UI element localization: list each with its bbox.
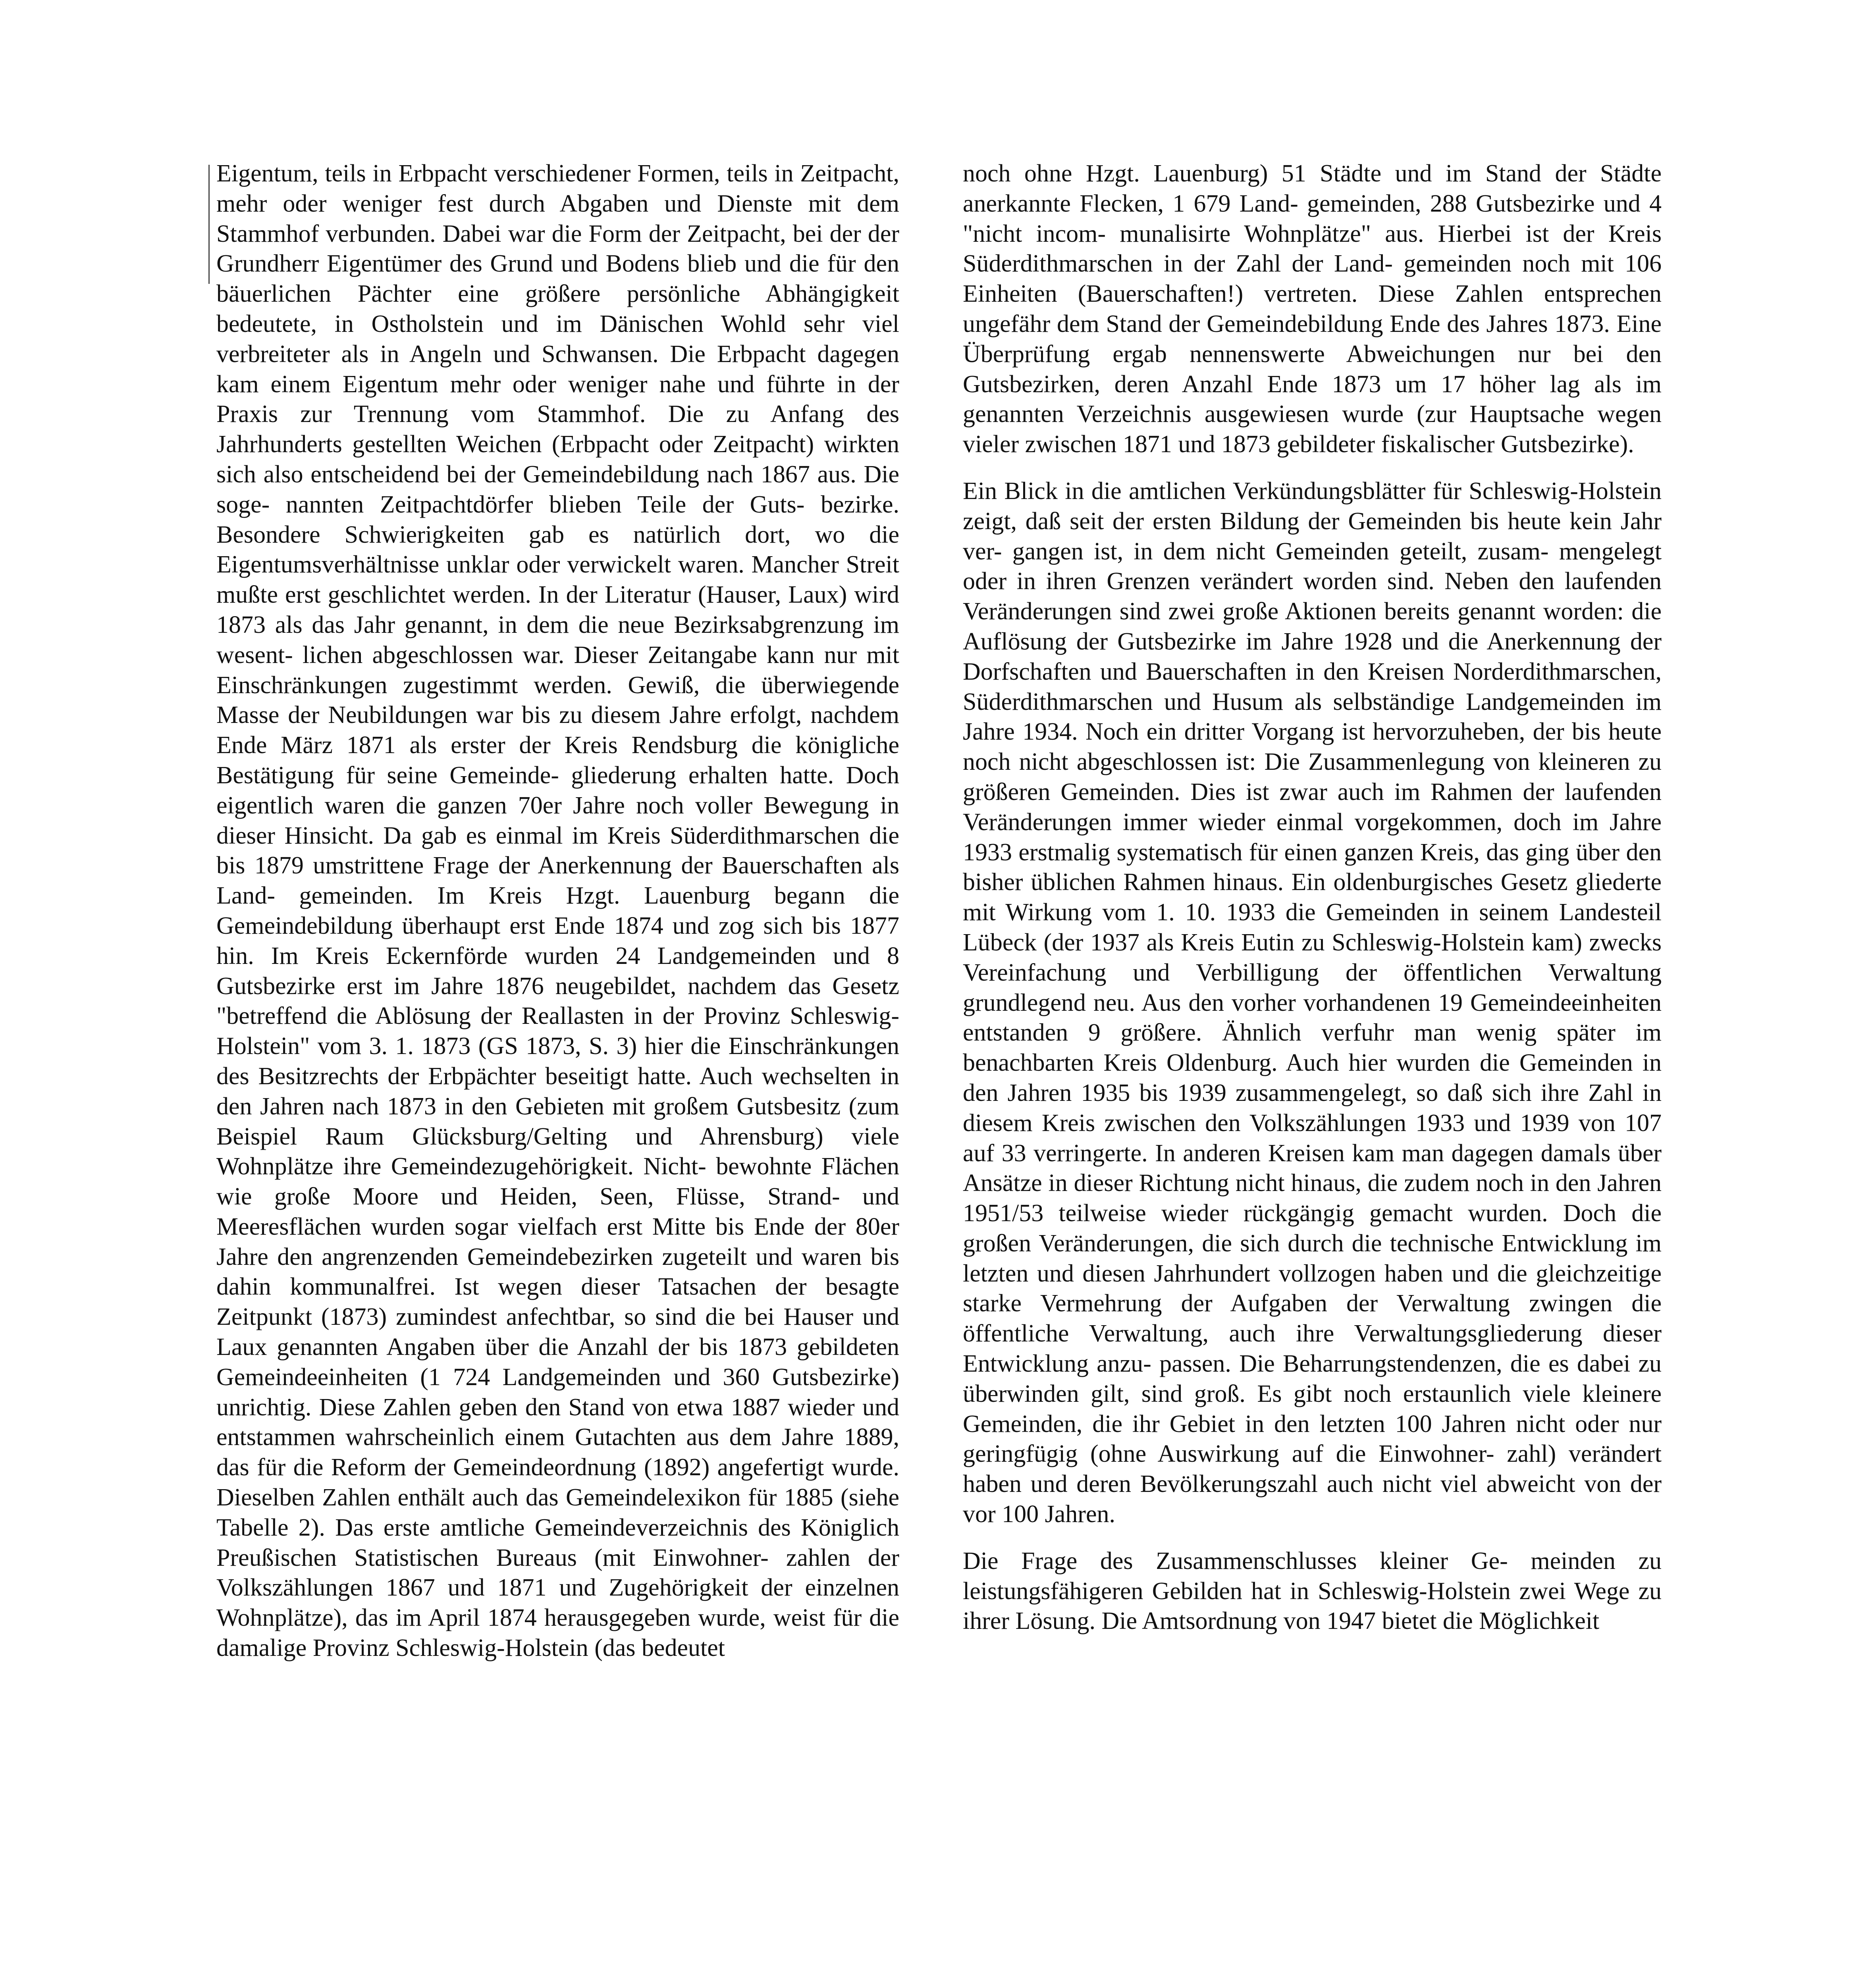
left-text-column (216, 159, 899, 1663)
right-text-column (963, 159, 1662, 1636)
paragraph: Ein Blick in die amtlichen Verkündungsblätter für Schleswig-Holstein zeigt, daß seit der ersten Bildung der Gemeinden bis heute kein Jahr ver- gangen ist, in dem nicht Gemeinden geteilt, zusam- mengelegt oder in ihren Grenzen verändert worden sind. Neben den laufenden Veränderungen sind zwei große Aktionen bereits genannt worden: die Auflösung der Gutsbezirke im Jahre 1928 und die Anerkennung der Dorfschaften und Bauerschaften in den Kreisen Norderdithmarschen, Süderdithmarschen und Husum als selbständige Landgemeinden im Jahre 1934. Noch ein dritter Vorgang ist hervorzuheben, der bis heute noch nicht abgeschlossen ist: Die Zusammenlegung von kleineren zu größeren Gemeinden. Dies ist zwar auch im Rahmen der laufenden Veränderungen immer wieder einmal vorgekommen, doch im Jahre 1933 erstmalig systematisch für einen ganzen Kreis, das ging über den bisher üblichen Rahmen hinaus. Ein oldenburgisches Gesetz gliederte mit Wirkung vom 1. 10. 1933 die Gemeinden in seinem Landesteil Lübeck (der 1937 als Kreis Eutin zu Schleswig-Holstein kam) zwecks Vereinfachung und Verbilligung der öffentlichen Verwaltung grundlegend neu. Aus den vorher vorhandenen 19 Gemeindeeinheiten entstanden 9 größere. Ähnlich verfuhr man wenig später im benachbarten Kreis Oldenburg. Auch hier wurden die Gemeinden in den Jahren 1935 bis 1939 zusammengelegt, so daß sich ihre Zahl in diesem Kreis zwischen den Volkszählungen 1933 und 1939 von 107 auf 33 verringerte. In anderen Kreisen kam man dagegen damals über Ansätze in dieser Richtung nicht hinaus, die zudem noch in den Jahren 1951/53 teilweise wieder rückgängig gemacht wurden. Doch die großen Veränderungen, die sich durch die technische Entwicklung im letzten und diesen Jahrhundert vollzogen haben und die gleichzeitige starke Vermehrung der Aufgaben der Verwaltung zwingen die öffentliche Verwaltung, auch ihre Verwaltungsgliederung dieser Entwicklung anzu- passen. Die Beharrungstendenzen, die es dabei zu überwinden gilt, sind groß. Es gibt noch erstaunlich viele kleinere Gemeinden, die ihr Gebiet in den letzten 100 Jahren nicht oder nur geringfügig (ohne Auswirkung auf die Einwohner- zahl) verändert haben und deren Bevölkerungszahl auch nicht viel abweicht von der vor 100 Jahren. (963, 477, 1662, 1528)
paragraph: Die Frage des Zusammenschlusses kleiner Ge- meinden zu leistungsfähigeren Gebilden hat in Schleswig-Holstein zwei Wege zu ihrer Lösung. Die Amtsordnung von 1947 bietet die Möglichkeit (963, 1547, 1662, 1635)
paragraph: noch ohne Hzgt. Lauenburg) 51 Städte und im Stand der Städte anerkannte Flecken, 1 679 Land- gemeinden, 288 Gutsbezirke und 4 "nicht incom- munalisirte Wohnplätze" aus. Hierbei ist der Kreis Süderdithmarschen in der Zahl der Land- gemeinden noch mit 106 Einheiten (Bauerschaften!) vertreten. Diese Zahlen entsprechen ungefähr dem Stand der Gemeindebildung Ende des Jahres 1873. Eine Überprüfung ergab nennenswerte Abweichungen nur bei den Gutsbezirken, deren Anzahl Ende 1873 um 17 höher lag als im genannten Verzeichnis ausgewiesen wurde (zur Hauptsache wegen vieler zwischen 1871 und 1873 gebildeter fiskalischer Gutsbezirke). (963, 160, 1662, 458)
paragraph: Eigentum, teils in Erbpacht verschiedener Formen, teils in Zeitpacht, mehr oder weniger fest durch Abgaben und Dienste mit dem Stammhof verbunden. Dabei war die Form der Zeitpacht, bei der der Grundherr Eigentümer des Grund und Bodens blieb und die für den bäuerlichen Pächter eine größere persönliche Abhängigkeit bedeutete, in Ostholstein und im Dänischen Wohld sehr viel verbreiteter als in Angeln und Schwansen. Die Erbpacht dagegen kam einem Eigentum mehr oder weniger nahe und führte in der Praxis zur Trennung vom Stammhof. Die zu Anfang des Jahrhunderts gestellten Weichen (Erbpacht oder Zeitpacht) wirkten sich also entscheidend bei der Gemeindebildung nach 1867 aus. Die soge- nannten Zeitpachtdörfer blieben Teile der Guts- bezirke. Besondere Schwierigkeiten gab es natürlich dort, wo die Eigentumsverhältnisse unklar oder verwickelt waren. Mancher Streit mußte erst geschlichtet werden. In der Literatur (Hauser, Laux) wird 1873 als das Jahr genannt, in dem die neue Bezirksabgrenzung im wesent- lichen abgeschlossen war. Dieser Zeitangabe kann nur mit Einschränkungen zugestimmt werden. Gewiß, die überwiegende Masse der Neubildungen war bis zu diesem Jahre erfolgt, nachdem Ende März 1871 als erster der Kreis Rendsburg die königliche Bestätigung für seine Gemeinde- gliederung erhalten hatte. Doch eigentlich waren die ganzen 70er Jahre noch voller Bewegung in dieser Hinsicht. Da gab es einmal im Kreis Süderdithmarschen die bis 1879 umstrittene Frage der Anerkennung der Bauerschaften als Land- gemeinden. Im Kreis Hzgt. Lauenburg begann die Gemeindebildung überhaupt erst Ende 1874 und zog sich bis 1877 hin. Im Kreis Eckernförde wurden 24 Landgemeinden und 8 Gutsbezirke erst im Jahre 1876 neugebildet, nachdem das Gesetz "betreffend die Ablösung der Reallasten in der Provinz Schleswig-Holstein" vom 3. 1. 1873 (GS 1873, S. 3) hier die Einschränkungen des Besitzrechts der Erbpächter beseitigt hatte. Auch wechselten in den Jahren nach 1873 in den Gebieten mit großem Gutsbesitz (zum Beispiel Raum Glücksburg/Gelting und Ahrensburg) viele Wohnplätze ihre Gemeindezugehörigkeit. Nicht- bewohnte Flächen wie große Moore und Heiden, Seen, Flüsse, Strand- und Meeresflächen wurden sogar vielfach erst Mitte bis Ende der 80er Jahre den angrenzenden Gemeindebezirken zugeteilt und waren bis dahin kommunalfrei. Ist wegen dieser Tatsachen der besagte Zeitpunkt (1873) zumindest anfechtbar, so sind die bei Hauser und Laux genannten Angaben über die Anzahl der bis 1873 gebildeten Gemeindeeinheiten (1 724 Landgemeinden und 360 Gutsbezirke) unrichtig. Diese Zahlen geben den Stand von etwa 1887 wieder und entstammen wahrscheinlich einem Gutachten aus dem Jahre 1889, das für die Reform der Gemeindeordnung (1892) angefertigt wurde. Dieselben Zahlen enthält auch das Gemeindelexikon für 1885 (siehe Tabelle 2). Das erste amtliche Gemeindeverzeichnis des Königlich Preußischen Statistischen Bureaus (mit Einwohner- zahlen der Volkszählungen 1867 und 1871 und Zugehörigkeit der einzelnen Wohnplätze), das im April 1874 herausgegeben wurde, weist für die damalige Provinz Schleswig-Holstein (das bedeutet (216, 160, 899, 1662)
